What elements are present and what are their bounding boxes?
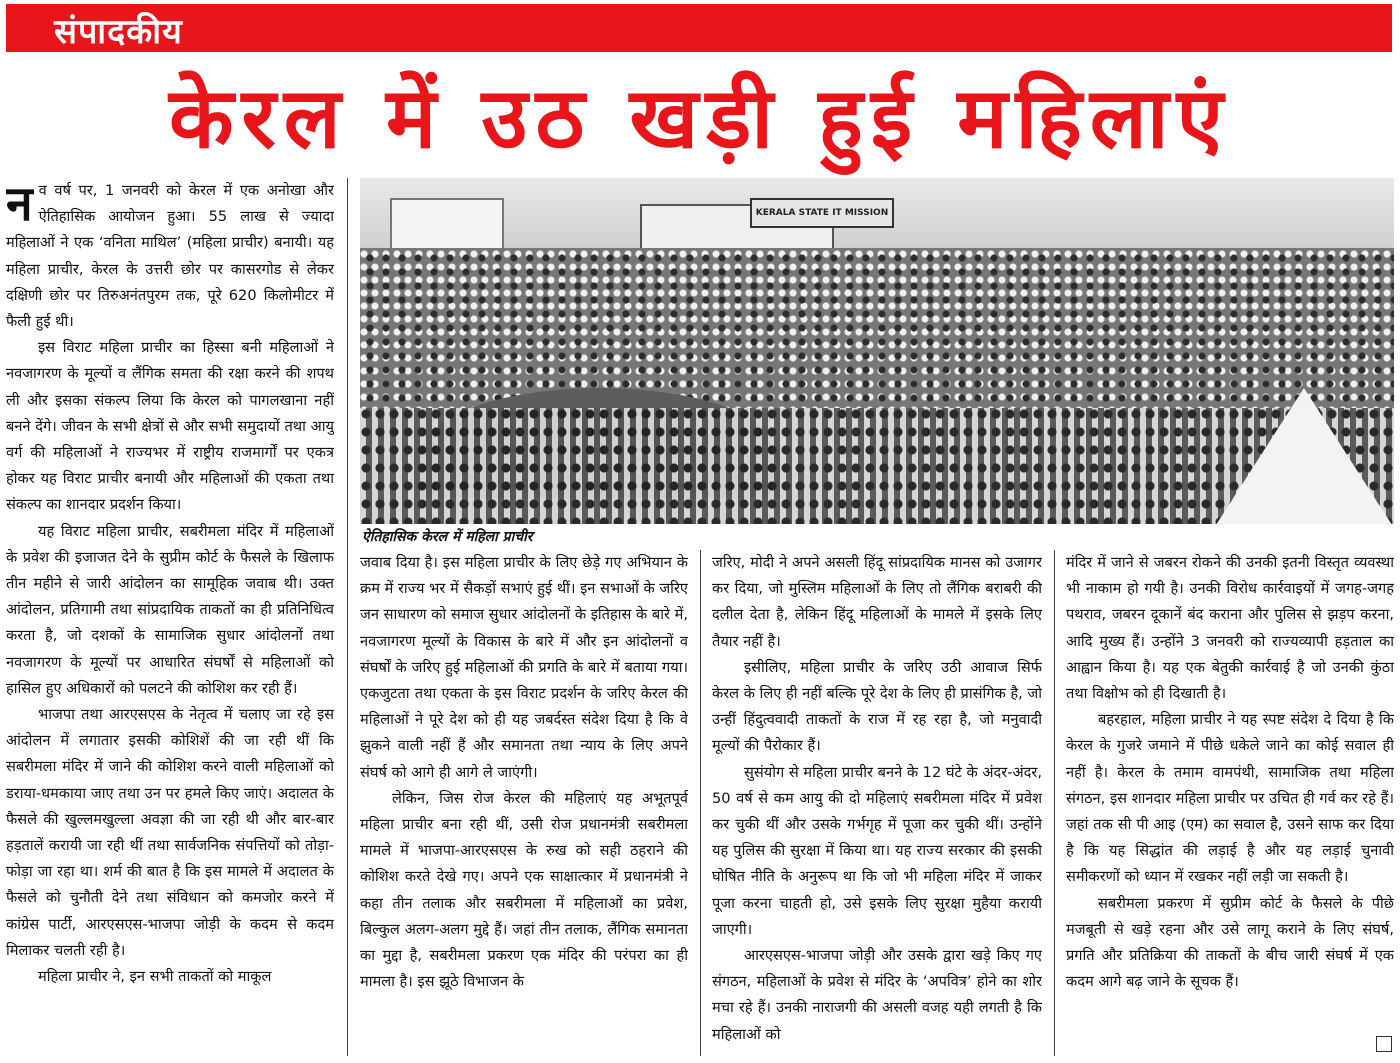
article-column-1 [6,178,334,1058]
paragraph: बहरहाल, महिला प्राचीर ने यह स्पष्ट संदेश दे दिया है कि केरल के गुजरे जमाने में पीछे धकेले जाने का कोई सवाल ही नहीं है। केरल के तमाम वामपंथी, सामाजिक तथा महिला संगठन, इस शानदार महिला प्राचीर पर उचित ही गर्व कर रहे हैं। जहां तक सी पी आइ (एम) का सवाल है, उसने साफ कर दिया है कि यह सिद्धांत की लड़ाई है और यह लड़ाई चुनावी समीकरणों को ध्यान में रखकर नहीं लड़ी जा सकती है। [1066,711,1394,886]
paragraph: महिला प्राचीर ने, इन सभी ताकतों को माकूल [38,968,272,986]
paragraph: इस विराट महिला प्राचीर का हिस्सा बनी महिलाओं ने नवजागरण के मूल्यों व लैंगिक समता की रक्षा करने की शपथ ली और इसका संकल्प लिया कि केरल को पागलखाना नहीं बनने देंगे। जीवन के सभी क्षेत्रों से और सभी समुदायों तथा आयु वर्ग की महिलाओं ने राज्यभर में राष्ट्रीय राजमार्गों पर एकत्र होकर यह विराट प्राचीर बनायी और महिलाओं की एकता तथा संकल्प का शानदार प्रदर्शन किया। [6,339,334,514]
paragraph: सुसंयोग से महिला प्राचीर बनने के 12 घंटे के अंदर-अंदर, 50 वर्ष से कम आयु की दो महिलाएं सबरीमला मंदिर में प्रवेश कर चुकी थीं और उसके गर्भगृह में पूजा कर चुकी थीं। उन्होंने यह पुलिस की सुरक्षा में किया था। यह राज्य सरकार की इसकी घोषित नीति के अनुरूप था कि जो भी महिला मंदिर में जाकर पूजा करना चाहती हो, उसे इसके लिए सुरक्षा मुहैया करायी जाएगी। [712,763,1042,938]
photo-sign: KERALA STATE IT MISSION [750,198,894,228]
article-column-3 [712,550,1042,1058]
paragraph: जरिए, मोदी ने अपने असली हिंदू सांप्रदायिक मानस को उजागर कर दिया, जो मुस्लिम महिलाओं के लिए तो लैंगिक बराबरी की दलील देता है, लेकिन हिंदू महिलाओं के मामले में इसके लिए तैयार नहीं है। [712,554,1042,650]
column-rule [700,550,701,1056]
photo-vehicle [390,198,504,250]
paragraph: आरएसएस-भाजपा जोड़ी और उसके द्वारा खड़े किए गए संगठन, महिलाओं के प्रवेश से मंदिर के ‘अपवित्र’ होने का शोर मचा रहे हैं। उनकी नाराजगी की असली वजह यही लगती है कि महिलाओं को [712,947,1042,1043]
paragraph-text: व वर्ष पर, 1 जनवरी को केरल में एक अनोखा और ऐतिहासिक आयोजन हुआ। 55 लाख से ज्यादा महिलाओं ने एक ‘वनिता माथिल’ (महिला प्राचीर) बनायी। यह महिला प्राचीर, केरल के उत्तरी छोर पर कासरगोड से लेकर दक्षिणी छोर पर तिरुअनंतपुरम तक, पूरे 620 किलोमीटर में फैली हुई थी। [6,182,334,331]
drop-cap: न [6,178,33,232]
paragraph: मंदिर में जाने से जबरन रोकने की उनकी इतनी विस्तृत व्यवस्था भी नाकाम हो गयी है। उनकी विरोध कार्रवाइयों में जगह-जगह पथराव, जबरन दूकानें बंद कराना और पुलिस से झड़प करना, आदि मुख्य हैं। उन्होंने 3 जनवरी को राज्यव्यापी हड़ताल का आह्वान किया है। यह एक बेतुकी कार्रवाई है जो उनकी कुंठा तथा विक्षोभ को ही दिखाती है। [1066,554,1394,703]
paragraph: इसीलिए, महिला प्राचीर के जरिए उठी आवाज सिर्फ केरल के लिए ही नहीं बल्कि पूरे देश के लिए ही प्रासंगिक है, जो उन्हीं हिंदुत्ववादी ताकतों के राज में रह रहा है, जो मनुवादी मूल्यों की पैरोकार हैं। [712,658,1042,755]
paragraph: लेकिन, जिस रोज केरल की महिलाएं यह अभूतपूर्व महिला प्राचीर बना रही थीं, उसी रोज प्रधानमंत्री सबरीमला मामले में भाजपा-आरएसएस के रुख को सही ठहराने की कोशिश करते देखे गए। अपने एक साक्षात्कार में प्रधानमंत्री ने कहा तीन तलाक और सबरीमला में महिलाओं का प्रवेश, बिल्कुल अलग-अलग मुद्दे हैं। जहां तीन तलाक, लैंगिक समानता का मुद्दा है, सबरीमला प्रकरण एक मंदिर की परंपरा का ही मामला है। इस झूठे विभाजन के [360,789,688,991]
photo-tent [1214,388,1394,524]
article-column-2 [360,550,688,1058]
photo-caption: ऐतिहासिक केरल में महिला प्राचीर [362,529,533,545]
paragraph: यह विराट महिला प्राचीर, सबरीमला मंदिर में महिलाओं के प्रवेश की इजाजत देने के सुप्रीम कोर्ट के फैसले के खिलाफ तीन महीने से जारी आंदोलन का सामूहिक जवाब थी। उक्त आंदोलन, प्रतिगामी तथा सांप्रदायिक ताकतों का ही प्रतिनिधित्व करता है, जो दशकों के सामाजिक सुधार आंदोलनों तथा नवजागरण के मूल्यों पर आधारित संघर्षों से महिलाओं को हासिल हुए अधिकारों को पलटने की कोशिश कर रही हैं। [6,522,334,697]
end-of-article-mark [1376,1036,1392,1052]
column-rule [1054,550,1055,1056]
article-column-4 [1066,550,1394,1058]
paragraph: जवाब दिया है। इस महिला प्राचीर के लिए छेड़े गए अभियान के क्रम में राज्य भर में सैकड़ों सभाएं हुई थीं। इन सभाओं के जरिए जन साधारण को समाज सुधार आंदोलनों के इतिहास के बारे में, नवजागरण मूल्यों के विकास के बारे में और इन आंदोलनों व संघर्षों के जरिए हुई महिलाओं की प्रगति के बारे में बताया गया। एकजुटता तथा एकता के इस विराट प्रदर्शन के जरिए केरल की महिलाओं ने पूरे देश को ही यह जबर्दस्त संदेश दिया है कि वे झुकने वाली नहीं हैं और समानता तथा न्याय के लिए अपने संघर्ष को आगे ही आगे ले जाएंगी। [360,554,688,781]
paragraph [6,178,334,335]
column-rule [347,178,348,1056]
paragraph: सबरीमला प्रकरण में सुप्रीम कोर्ट के फैसले के पीछे मजबूती से खड़े रहना और उसे लागू कराने के लिए संघर्ष, प्रगति और प्रतिक्रिया की ताकतों के बीच जारी संघर्ष में एक कदम आगे बढ़ जाने के सूचक हैं। [1066,894,1394,991]
section-label: संपादकीय [54,12,183,52]
article-headline: केरल में उठ खड़ी हुई महिलाएं [168,69,1232,167]
paragraph: भाजपा तथा आरएसएस के नेतृत्व में चलाए जा रहे इस आंदोलन में लगातार इसकी कोशिशें की जा रही थीं कि सबरीमला मंदिर में जाने की कोशिश करने वाली महिलाओं को डराया-धमकाया जाए तथा उन पर हमले किए जाएं। अदालत के फैसले की खुल्लमखुल्ला अवज्ञा की जा रही थी और बार-बार हड़तालें करायी जा रही थीं तथा सार्वजनिक संपत्तियों को तोड़ा-फोड़ा जा रहा था। शर्म की बात है कि इस मामले में अदालत के फैसले को चुनौती देने तथा संविधान को कमजोर करने में कांग्रेस पार्टी, आरएसएस-भाजपा जोड़ी के कदम से कदम मिलाकर चलती रही है। [6,706,334,959]
news-photo [360,178,1394,524]
section-header-bar [6,4,1392,52]
photo-crowd [360,248,1394,408]
